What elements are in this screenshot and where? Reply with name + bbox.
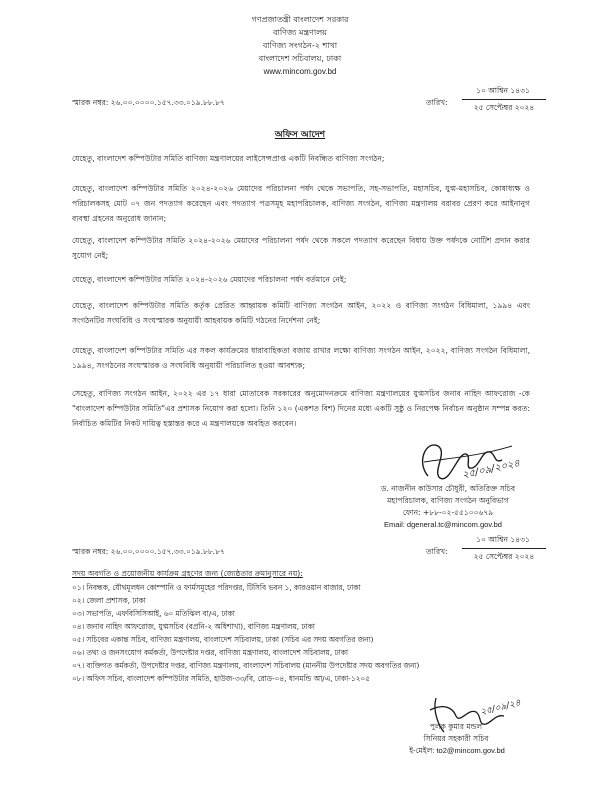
distribution-date-label: তারিখ: <box>426 547 448 556</box>
signatory-2-name: পুলক কুমার মন্ডল <box>429 722 483 731</box>
order-title: অফিস আদেশ <box>274 130 326 140</box>
signatory-1-name: ড. নাজনীন কাউসার চৌধুরী, অতিরিক্ত সচিব <box>380 484 516 493</box>
ministry-name: বাণিজ্য মন্ত্রণালয় <box>273 28 327 37</box>
memo-ref-number: স্মারক নম্বর: ২৬.০০.০০০০.১৫৭.৩৩.০১৯.৮৮.৮৭ <box>72 98 225 107</box>
distribution-heading: সদয় অবগতি ও প্রয়োজনীয় কার্যক্রম গ্রহণের জন্য (জ্যেষ্ঠতার ক্রমানুসারে নয়): <box>72 569 303 578</box>
list-item: ০৪। জনাব নাহিদ আফরোজ, যুগ্মসচিব (বপ্রনি-২ অধিশাখা), বাণিজ্য মন্ত্রণালয়, ঢাকা <box>72 622 315 631</box>
signatory-2-email[interactable]: ই-মেইল: to2@mincom.gov.bd <box>409 746 505 755</box>
signature-1-date: ২৫/০৯/২০২৪ <box>461 458 522 482</box>
distribution-list <box>72 581 419 685</box>
signatory-1-phone: ফোন: +৮৮-০২-৫৫১০০৬৭৯ <box>402 508 494 517</box>
list-item: ০৬। তথ্য ও জনসংযোগ কর্মকর্তা, উপদেষ্টার দপ্তর, বাণিজ্য মন্ত্রণালয়, বাংলাদেশ সচিবালয়, ঢাকা <box>72 648 348 657</box>
date-bangla: ১০ আশ্বিন ১৪৩১ <box>476 86 530 95</box>
website-link[interactable]: www.mincom.gov.bd <box>263 67 337 76</box>
date-divider <box>462 99 546 100</box>
secretariat-address: বাংলাদেশ সচিবালয়, ঢাকা <box>258 54 342 63</box>
paragraph-7: সেহেতু, বাণিজ্য সংগঠন আইন, ২০২২ এর ১৭ ধারা মোতাবেক সরকারের অনুমোদনক্রমে বাণিজ্য মন্ত্রণালয়ের যুগ্মসচিব জনাব নাহিদ আফরোজ -কে "বাংলাদেশ কম্পিউটার সমিতি"এর প্রশাসক নিয়োগ করা হলো। তিনি ১২০ (একশত বিশ) দিনের মধ্যে একটি সুষ্ঠু ও নিরপেক্ষ নির্বাচন অনুষ্ঠান সম্পন্ন করত: নির্বাচিত কমিটির নিকট দায়িত্ব হস্তান্তর করে এ মন্ত্রণালয়কে অবহিত করবেন। <box>72 389 530 428</box>
distribution-date-english: ২৫ সেপ্টেম্বর ২০২৪ <box>473 552 535 561</box>
list-item: ০২। জেলা প্রশাসক, ঢাকা <box>72 596 146 605</box>
govt-name: গণপ্রজাতন্ত্রী বাংলাদেশ সরকার <box>251 15 349 24</box>
signature-2-date: ২৫/০৯/২৪ <box>479 698 522 718</box>
distribution-date-bangla: ১০ আশ্বিন ১৪৩১ <box>476 535 530 544</box>
signatory-1-email[interactable]: Email: dgeneral.tc@mincom.gov.bd <box>384 520 502 529</box>
distribution-date-divider <box>462 548 546 549</box>
date-label: তারিখ: <box>426 98 448 107</box>
paragraph-5: যেহেতু, বাংলাদেশ কম্পিউটার সমিতি কর্তৃক প্রেরিত আহ্বায়ক কমিটি বাণিজ্য সংগঠন আইন, ২০২২ ও বাণিজ্য সংগঠন বিধিমালা, ১৯৯৪ এবং সংগঠনটির সংঘবিধি ও সংঘস্মারক অনুযায়ী আহবায়ক কমিটি গঠনের নির্দেশনা নেই; <box>72 301 530 325</box>
signatory-1-designation: মহাপরিচালক, বাণিজ্য সংগঠন অনুবিভাগ <box>387 496 509 505</box>
list-item: ০৮। অফিস সচিব, বাংলাদেশ কম্পিউটার সমিতি, হাউজ-৩৩/বি, রোড-০৪, ধানমন্ডি আ/এ, ঢাকা-১২০৫ <box>72 674 370 683</box>
distribution-ref-number: স্মারক নম্বর: ২৬.০০.০০০০.১৫৭.৩৩.০১৯.৮৮.৮৭ <box>72 547 225 556</box>
paragraph-3: যেহেতু, বাংলাদেশ কম্পিউটার সমিতি ২০২৪-২০২৬ মেয়াদের পরিচালনা পর্ষদ থেকে সকলে পদত্যাগ করেছেন বিধায় উক্ত পর্ষদকে নোটিশ প্রদান করার সুযোগ নেই; <box>72 236 530 260</box>
list-item: ০৭। ব্যক্তিগত কর্মকর্তা, উপদেষ্টার দপ্তর, বাণিজ্য মন্ত্রণালয়, বাংলাদেশ সচিবালয় (মাননীয় উপদেষ্টার সদয় অবগতির জন্য) <box>72 661 420 670</box>
paragraph-1: যেহেতু, বাংলাদেশ কম্পিউটার সমিতি বাণিজ্য মন্ত্রণালয়ের লাইসেন্সপ্রাপ্ত একটি নিবন্ধিত বাণিজ্য সংগঠন; <box>72 154 385 163</box>
list-item: ০৫। সচিবের একান্ত সচিব, বাণিজ্য মন্ত্রণালয়, বাংলাদেশ সচিবালয়, ঢাকা (সচিব এর সদয় অবগতির জন্য) <box>72 635 374 644</box>
list-item: ০১। নিবন্ধক, যৌথমূলধন কোম্পানি ও ফার্মসমূহের পরিদপ্তর, টিসিবি ভবন ১, কারওয়ান বাজার, ঢাকা <box>72 583 361 592</box>
paragraph-6: যেহেতু, বাংলাদেশ কম্পিউটার সমিতি এর সকল কার্যক্রমের ধারাবাহিকতা বজায় রাখার লক্ষ্যে বাণিজ্য সংগঠন আইন, ২০২২, বাণিজ্য সংগঠন বিধিমালা, ১৯৯৪, সংগঠনের সংঘস্মারক ও সংঘবিধি অনুযায়ী পরিচালিত হওয়া আবশ্যক; <box>72 346 531 370</box>
date-english: ২৫ সেপ্টেম্বর ২০২৪ <box>473 103 535 112</box>
paragraph-2: যেহেতু, বাংলাদেশ কম্পিউটার সমিতি ২০২৪-২০২৬ মেয়াদের পরিচালনা পর্ষদ থেকে সভাপতি, সহ-সভাপতি, মহাসচিব, যুগ্ম-মহাসচিব, কোষাধ্যক্ষ ও পরিচালকসহ মোট ০৭ জন পদত্যাগ করেছেন এবং পদত্যাগ পত্রসমূহ মহাপরিচালক, বাণিজ্য সংগঠন, বাণিজ্য মন্ত্রণালয় বরাবর প্রেরণ করে আইনানুগ ব্যবস্থা গ্রহনের অনুরোধ জানান; <box>72 184 530 223</box>
list-item: ০৩। সভাপতি, এফবিসিসিআই, ৬০ মতিঝিল বা/এ, ঢাকা <box>72 609 235 618</box>
branch-name: বাণিজ্য সংগঠন-২ শাখা <box>262 41 338 50</box>
signatory-2-designation: সিনিয়র সহকারী সচিব <box>423 734 489 743</box>
paragraph-4: যেহেতু, বাংলাদেশ কম্পিউটার সমিতি ২০২৪-২০২৬ মেয়াদের পরিচালনা পর্ষদ বর্তমানে নেই; <box>72 275 347 284</box>
